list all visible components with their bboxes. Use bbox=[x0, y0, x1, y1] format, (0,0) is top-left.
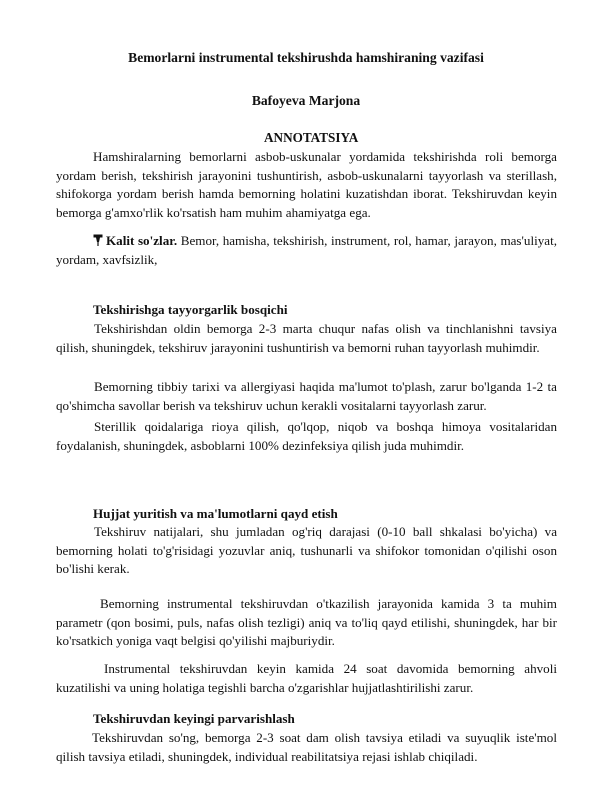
keywords-paragraph bbox=[56, 232, 557, 269]
section-3-paragraph-1: Tekshiruvdan so'ng, bemorga 2-3 soat dam olish tavsiya etiladi va suyuqlik iste'mol qilish tavsiya etiladi, shuningdek, individual reabilitatsiya rejasi ishlab chiqiladi. bbox=[56, 730, 557, 764]
keywords-label: Kalit so'zlar. bbox=[106, 233, 178, 248]
section-heading-preparation: Tekshirishga tayyorgarlik bosqichi bbox=[93, 302, 288, 317]
annotation-heading bbox=[0, 130, 612, 146]
pin-icon bbox=[93, 234, 103, 246]
keywords-list: Bemor, hamisha, tekshirish, instrument, rol, hamar, jarayon, mas'uliyat, yordam, xavfsizlik, bbox=[56, 233, 557, 267]
section-1-paragraph-3: Sterillik qoidalariga rioya qilish, qo'lqop, niqob va boshqa himoya vositalaridan foydalanish, shuningdek, asboblarni 100% dezinfeksiya qilish juda muhimdir. bbox=[56, 419, 557, 453]
section-heading-aftercare: Tekshiruvdan keyingi parvarishlash bbox=[93, 711, 295, 726]
author-name: Bafoyeva Marjona bbox=[251, 93, 361, 108]
section-1-paragraph-2: Bemorning tibbiy tarixi va allergiyasi haqida ma'lumot to'plash, zarur bo'lganda 1-2 ta qo'shimcha savollar berish va tekshiruv uchun kerakli vositalarni tayyorlash zarur. bbox=[56, 379, 557, 413]
section-1-paragraph-1: Tekshirishdan oldin bemorga 2-3 marta chuqur nafas olish va tinchlanishni tavsiya qilish, shuningdek, tekshiruv jarayonini tushuntirish va bemorni ruhan tayyorlash muhimdir. bbox=[56, 321, 557, 355]
annotation-paragraph: Hamshiralarning bemorlarni asbob-uskunalar yordamida tekshirishda roli bemorga yordam berish, tekshirish jarayonini tushuntirish, asbob-uskunalarni tayyorlash va sterillash, shifokorga yordam berish hamda bemorning holatini kuzatishdan iborat. Tekshiruvdan keyin bemorga g'amxo'rlik ko'rsatish ham muhim ahamiyatga ega. bbox=[56, 149, 557, 220]
document-title: Bemorlarni instrumental tekshirushda hamshiraning vazifasi bbox=[128, 50, 484, 65]
section-2-paragraph-2: Bemorning instrumental tekshiruvdan o'tkazilish jarayonida kamida 3 ta muhim parametr (qon bosimi, puls, nafas olish tezligi) aniq va to'liq qayd etilishi, shuningdek, har bir ko'rsatkich yoniga vaqt belgisi qo'yilishi majburiydir. bbox=[56, 596, 557, 648]
annotation-heading-text: ANNOTATSIYA bbox=[259, 130, 354, 145]
section-heading-documentation: Hujjat yuritish va ma'lumotlarni qayd etish bbox=[93, 506, 338, 521]
section-2-paragraph-3: Instrumental tekshiruvdan keyin kamida 24 soat davomida bemorning ahvoli kuzatilishi va uning holatiga tegishli barcha o'zgarishlar hujjatlashtirilishi zarur. bbox=[56, 661, 557, 695]
section-2-paragraph-1: Tekshiruv natijalari, shu jumladan og'riq darajasi (0-10 ball shkalasi bo'yicha) va bemorning holati to'g'risidagi yozuvlar aniq, tushunarli va shifokor tomonidan o'qilishi oson bo'lishi kerak. bbox=[56, 524, 557, 576]
annotation-marker bbox=[254, 131, 263, 145]
